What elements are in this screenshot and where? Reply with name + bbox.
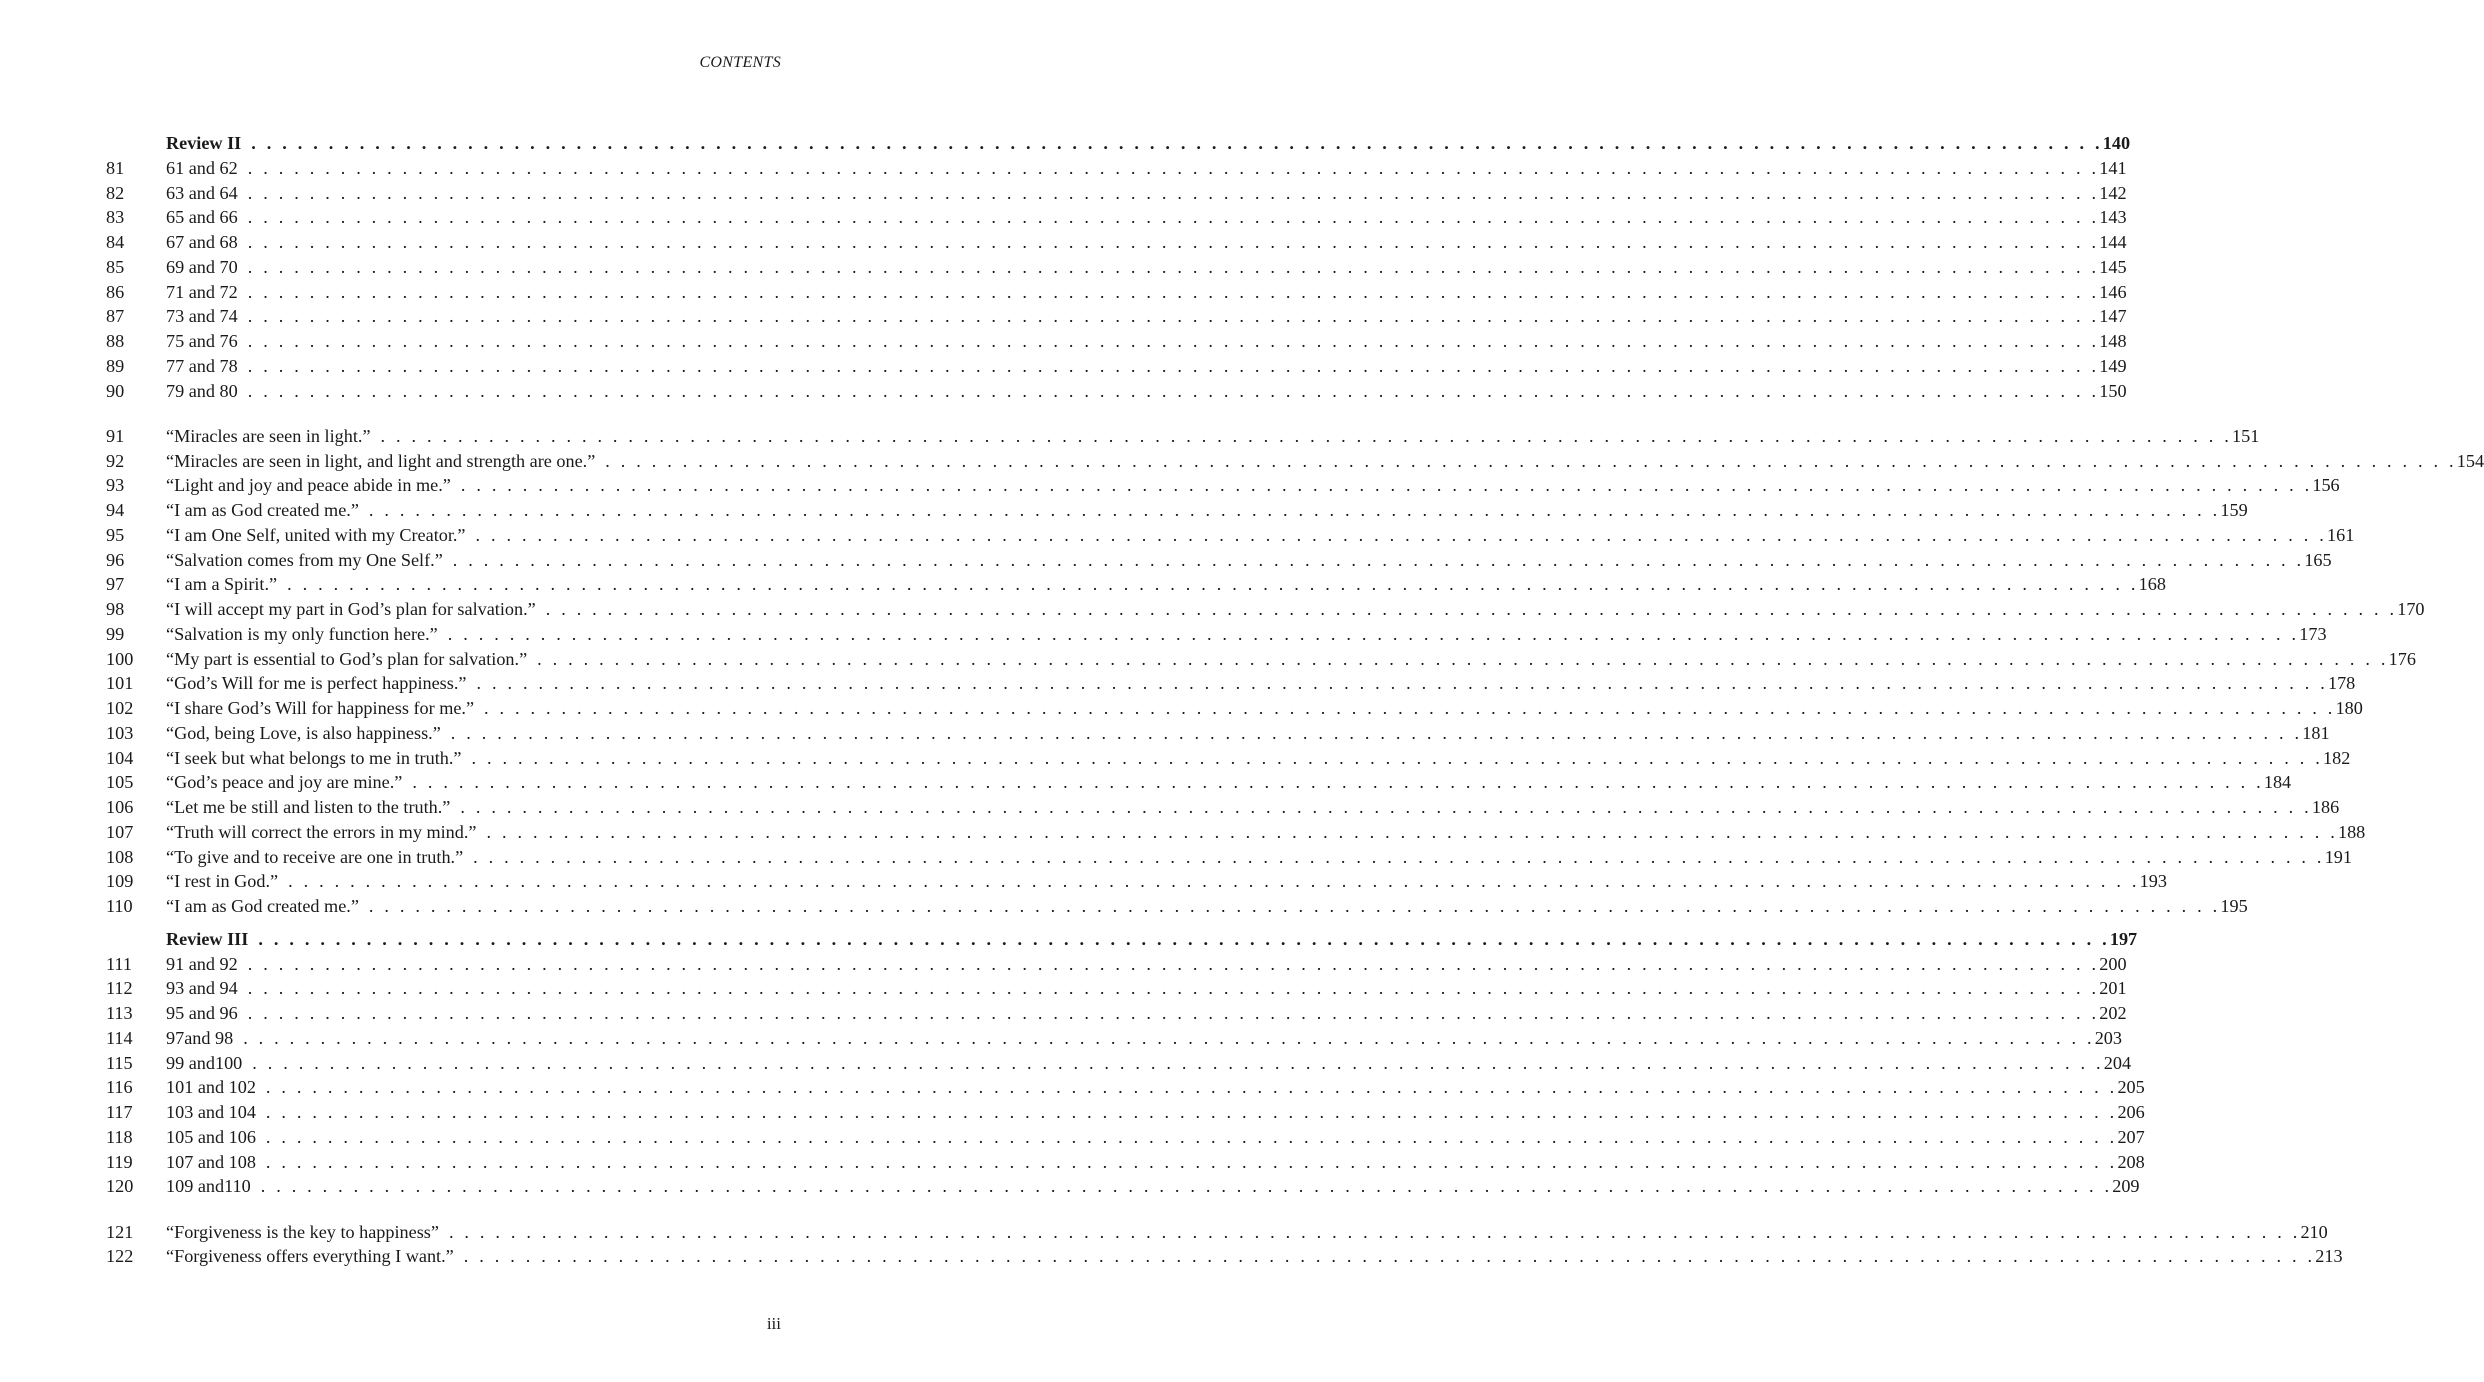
page-ref: 180 (2335, 698, 2363, 718)
dot-leader: . . . . . . . . . . . . . . . . . . . . . . . . . . . . . . . . . . . . . . . . . . . . . . . . . . . . . . . . . . . . . . . . . . . . . . . . . . . . . . . . . . . . . . . . . . . . . . . . . . . . . . . . . . . . . . . . . . . . . . . . (460, 475, 2313, 496)
entry-title: 107 and 108 (166, 1151, 256, 1172)
toc-entry[interactable] (106, 205, 2127, 230)
toc-entry[interactable] (106, 354, 2127, 379)
toc-entry[interactable] (106, 280, 2127, 305)
page-ref: 140 (2102, 133, 2131, 153)
toc-entry[interactable] (106, 952, 2127, 977)
lesson-number: 112 (106, 978, 133, 999)
dot-leader: . . . . . . . . . . . . . . . . . . . . . . . . . . . . . . . . . . . . . . . . . . . . . . . . . . . . . . . . . . . . . . . . . . . . . . . . . . . . . . . . . . . . . . . . . . . . . . . . . . . . . . . . . . . . . . . . . . . . . . . . (260, 1176, 2113, 1197)
page-ref: 151 (2232, 425, 2260, 446)
entry-title: “Salvation comes from my One Self.” (166, 549, 443, 570)
page-ref: 182 (2323, 747, 2351, 768)
toc-entry[interactable] (106, 379, 2127, 404)
entry-title: 101 and 102 (166, 1077, 256, 1098)
entry-title: 75 and 76 (166, 331, 238, 351)
dot-leader: . . . . . . . . . . . . . . . . . . . . . . . . . . . . . . . . . . . . . . . . . . . . . . . . . . . . . . . . . . . . . . . . . . . . . . . . . . . . . . . . . . . . . . . . . . . . . . . . . . . . . . . . . . . . . . . . . . . . . . . . (247, 157, 2100, 178)
entry-title: “Forgiveness offers everything I want.” (166, 1246, 454, 1267)
lesson-number: 109 (106, 871, 134, 892)
entry-title: 95 and 96 (166, 1003, 238, 1023)
entry-title: “Light and joy and peace abide in me.” (166, 475, 451, 496)
lesson-number: 82 (106, 182, 125, 203)
entry-title: 71 and 72 (166, 281, 238, 302)
page-ref: 173 (2299, 623, 2327, 644)
page-ref: 149 (2099, 355, 2127, 376)
toc-entry[interactable] (106, 156, 2127, 181)
toc-entry[interactable] (106, 845, 2352, 870)
dot-leader: . . . . . . . . . . . . . . . . . . . . . . . . . . . . . . . . . . . . . . . . . . . . . . . . . . . . . . . . . . . . . . . . . . . . . . . . . . . . . . . . . . . . . . . . . . . . . . . . . . . . . . . . . . . . . . . . . . . . . . . . (473, 846, 2325, 867)
dot-leader: . . . . . . . . . . . . . . . . . . . . . . . . . . . . . . . . . . . . . . . . . . . . . . . . . . . . . . . . . . . . . . . . . . . . . . . . . . . . . . . . . . . . . . . . . . . . . . . . . . . . . . . . . . . . . . . . . . . . . . . . (247, 380, 2100, 401)
lesson-number: 93 (106, 475, 125, 496)
page-ref: 200 (2099, 953, 2127, 974)
lesson-number: 111 (106, 953, 132, 974)
dot-leader: . . . . . . . . . . . . . . . . . . . . . . . . . . . . . . . . . . . . . . . . . . . . . . . . . . . . . . . . . . . . . . . . . . . . . . . . . . . . . . . . . . . . . . . . . . . . . . . . . . . . . . . . . . . . . . . . . . . . . . . . (380, 425, 2233, 446)
entry-title: “I am a Spirit.” (166, 574, 278, 595)
page-ref: 197 (2109, 928, 2138, 949)
section-spacer (106, 403, 758, 424)
page-ref: 206 (2117, 1102, 2145, 1122)
page-ref: 205 (2117, 1077, 2145, 1098)
entry-title: “To give and to receive are one in truth.” (166, 846, 464, 867)
entry-title: Review III (166, 928, 249, 949)
page-ref: 144 (2099, 232, 2127, 252)
toc-entry[interactable] (106, 795, 2340, 820)
toc-entry[interactable] (106, 976, 2127, 1001)
page-ref: 208 (2117, 1151, 2145, 1172)
page-ref: 209 (2112, 1176, 2140, 1197)
lesson-number: 122 (106, 1246, 134, 1267)
lesson-number: 99 (106, 623, 125, 644)
dot-leader: . . . . . . . . . . . . . . . . . . . . . . . . . . . . . . . . . . . . . . . . . . . . . . . . . . . . . . . . . . . . . . . . . . . . . . . . . . . . . . . . . . . . . . . . . . . . . . . . . . . . . . . . . . . . . . . . . . . . . . . . (247, 182, 2100, 203)
dot-leader: . . . . . . . . . . . . . . . . . . . . . . . . . . . . . . . . . . . . . . . . . . . . . . . . . . . . . . . . . . . . . . . . . . . . . . . . . . . . . . . . . . . . . . . . . . . . . . . . . . . . . . . . . . . . . . . . . . . . . . . . (368, 500, 2221, 520)
page-ref: 146 (2099, 281, 2127, 302)
dot-leader: . . . . . . . . . . . . . . . . . . . . . . . . . . . . . . . . . . . . . . . . . . . . . . . . . . . . . . . . . . . . . . . . . . . . . . . . . . . . . . . . . . . . . . . . . . . . . . . . . . . . . . . . . . . . . . . . . . . . . . . . (475, 524, 2328, 545)
page-ref: 143 (2099, 207, 2127, 228)
dot-leader: . . . . . . . . . . . . . . . . . . . . . . . . . . . . . . . . . . . . . . . . . . . . . . . . . . . . . . . . . . . . . . . . . . . . . . . . . . . . . . . . . . . . . . . . . . . . . . . . . . . . . . . . . . . . . . . . . . . . . . . . (605, 450, 2457, 471)
dot-leader: . . . . . . . . . . . . . . . . . . . . . . . . . . . . . . . . . . . . . . . . . . . . . . . . . . . . . . . . . . . . . . . . . . . . . . . . . . . . . . . . . . . . . . . . . . . . . . . . . . . . . . . . . . . . . . . . . . . . . . . . (265, 1102, 2118, 1122)
page-ref: 156 (2312, 475, 2340, 496)
lesson-number: 81 (106, 157, 125, 178)
entry-title: “I am as God created me.” (166, 500, 359, 520)
dot-leader: . . . . . . . . . . . . . . . . . . . . . . . . . . . . . . . . . . . . . . . . . . . . . . . . . . . . . . . . . . . . . . . . . . . . . . . . . . . . . . . . . . . . . . . . . . . . . . . . . . . . . . . . . . . . . . . . . . . . . . . . (537, 648, 2389, 669)
page-ref: 181 (2302, 722, 2330, 743)
lesson-number: 90 (106, 380, 125, 401)
page-ref: 195 (2220, 896, 2248, 916)
lesson-number: 115 (106, 1052, 133, 1073)
page-ref: 161 (2327, 524, 2355, 545)
toc-entry[interactable] (106, 230, 2127, 255)
page-ref: 193 (2139, 871, 2167, 892)
lesson-number: 87 (106, 306, 125, 327)
page-ref: 141 (2099, 157, 2127, 178)
entry-title: 73 and 74 (166, 306, 238, 327)
entry-title: 99 and100 (166, 1052, 243, 1073)
dot-leader: . . . . . . . . . . . . . . . . . . . . . . . . . . . . . . . . . . . . . . . . . . . . . . . . . . . . . . . . . . . . . . . . . . . . . . . . . . . . . . . . . . . . . . . . . . . . . . . . . . . . . . . . . . . . . . . . . . . . . . . . (247, 953, 2100, 974)
toc-section-heading[interactable] (106, 927, 2138, 952)
dot-leader: . . . . . . . . . . . . . . . . . . . . . . . . . . . . . . . . . . . . . . . . . . . . . . . . . . . . . . . . . . . . . . . . . . . . . . . . . . . . . . . . . . . . . . . . . . . . . . . . . . . . . . . . . . . . . . . . . . . . . . . . (287, 574, 2139, 595)
toc-entry[interactable] (106, 304, 2127, 329)
toc-entry[interactable] (106, 1174, 2140, 1199)
dot-leader: . . . . . . . . . . . . . . . . . . . . . . . . . . . . . . . . . . . . . . . . . . . . . . . . . . . . . . . . . . . . . . . . . . . . . . . . . . . . . . . . . . . . . . . . . . . . . . . . . . . . . . . . . . . . . . . . . . . . . . . . (247, 1003, 2100, 1023)
toc-entry[interactable] (106, 424, 2260, 449)
toc-entry[interactable] (106, 548, 2332, 573)
toc-entry[interactable] (106, 1150, 2145, 1175)
page-ref: 148 (2099, 331, 2127, 351)
entry-title: 109 and110 (166, 1176, 251, 1197)
toc-entry[interactable] (106, 1075, 2145, 1100)
entry-title: “Salvation is my only function here.” (166, 623, 438, 644)
toc-entry[interactable] (106, 473, 2340, 498)
entry-title: “I rest in God.” (166, 871, 279, 892)
toc-entry[interactable] (106, 1244, 2343, 1269)
toc-entry[interactable] (106, 1100, 2145, 1125)
lesson-number: 105 (106, 772, 134, 793)
section-spacer (106, 1199, 758, 1220)
dot-leader: . . . . . . . . . . . . . . . . . . . . . . . . . . . . . . . . . . . . . . . . . . . . . . . . . . . . . . . . . . . . . . . . . . . . . . . . . . . . . . . . . . . . . . . . . . . . . . . . . . . . . . . . . . . . . . . . . . . . . . . . (463, 1246, 2316, 1267)
lesson-number: 114 (106, 1027, 133, 1048)
entry-title: 91 and 92 (166, 953, 238, 974)
page-ref: 207 (2117, 1126, 2145, 1147)
toc-entry[interactable] (106, 671, 2356, 696)
dot-leader: . . . . . . . . . . . . . . . . . . . . . . . . . . . . . . . . . . . . . . . . . . . . . . . . . . . . . . . . . . . . . . . . . . . . . . . . . . . . . . . . . . . . . . . . . . . . . . . . . . . . . . . . . . . . . . . . . . . . . . . . (545, 599, 2398, 619)
page-ref: 168 (2138, 574, 2166, 595)
entry-title: 105 and 106 (166, 1126, 256, 1147)
lesson-number: 121 (106, 1221, 134, 1242)
page-ref: 186 (2311, 797, 2340, 817)
entry-title: 77 and 78 (166, 355, 238, 376)
toc-entry[interactable] (106, 572, 2166, 597)
toc-entry[interactable] (106, 894, 2248, 919)
dot-leader: . . . . . . . . . . . . . . . . . . . . . . . . . . . . . . . . . . . . . . . . . . . . . . . . . . . . . . . . . . . . . . . . . . . . . . . . . . . . . . . . . . . . . . . . . . . . . . . . . . . . . . . . . . . . . . . . . . . . . . . . (288, 871, 2140, 892)
entry-title: 63 and 64 (166, 182, 238, 203)
toc-entry[interactable] (106, 181, 2127, 206)
dot-leader: . . . . . . . . . . . . . . . . . . . . . . . . . . . . . . . . . . . . . . . . . . . . . . . . . . . . . . . . . . . . . . . . . . . . . . . . . . . . . . . . . . . . . . . . . . . . . . . . . . . . . . . . . . . . . . . . . . . . . . . . (251, 133, 2103, 153)
toc-entry[interactable] (106, 597, 2425, 622)
page-ref: 188 (2337, 821, 2366, 842)
dot-leader: . . . . . . . . . . . . . . . . . . . . . . . . . . . . . . . . . . . . . . . . . . . . . . . . . . . . . . . . . . . . . . . . . . . . . . . . . . . . . . . . . . . . . . . . . . . . . . . . . . . . . . . . . . . . . . . . . . . . . . . . (460, 797, 2312, 817)
lesson-number: 108 (106, 846, 134, 867)
entry-title: “My part is essential to God’s plan for salvation.” (166, 648, 528, 669)
entry-title: 103 and 104 (166, 1102, 256, 1122)
lesson-number: 88 (106, 331, 125, 351)
lesson-number: 113 (106, 1003, 133, 1023)
lesson-number: 94 (106, 500, 125, 520)
lesson-number: 104 (106, 747, 134, 768)
dot-leader: . . . . . . . . . . . . . . . . . . . . . . . . . . . . . . . . . . . . . . . . . . . . . . . . . . . . . . . . . . . . . . . . . . . . . . . . . . . . . . . . . . . . . . . . . . . . . . . . . . . . . . . . . . . . . . . . . . . . . . . . (258, 928, 2110, 949)
lesson-number: 97 (106, 574, 125, 595)
toc-entry[interactable] (106, 1001, 2127, 1026)
lesson-number: 92 (106, 450, 125, 471)
lesson-number: 98 (106, 599, 125, 619)
entry-title: “Forgiveness is the key to happiness” (166, 1221, 439, 1242)
toc-entry[interactable] (106, 255, 2127, 280)
dot-leader: . . . . . . . . . . . . . . . . . . . . . . . . . . . . . . . . . . . . . . . . . . . . . . . . . . . . . . . . . . . . . . . . . . . . . . . . . . . . . . . . . . . . . . . . . . . . . . . . . . . . . . . . . . . . . . . . . . . . . . . . (476, 673, 2328, 694)
page-ref: 142 (2099, 182, 2127, 203)
lesson-number: 96 (106, 549, 125, 570)
lesson-number: 85 (106, 256, 125, 277)
entry-title: “I share God’s Will for happiness for me.” (166, 698, 475, 718)
dot-leader: . . . . . . . . . . . . . . . . . . . . . . . . . . . . . . . . . . . . . . . . . . . . . . . . . . . . . . . . . . . . . . . . . . . . . . . . . . . . . . . . . . . . . . . . . . . . . . . . . . . . . . . . . . . . . . . . . . . . . . . . (247, 281, 2100, 302)
lesson-number: 91 (106, 425, 125, 446)
dot-leader: . . . . . . . . . . . . . . . . . . . . . . . . . . . . . . . . . . . . . . . . . . . . . . . . . . . . . . . . . . . . . . . . . . . . . . . . . . . . . . . . . . . . . . . . . . . . . . . . . . . . . . . . . . . . . . . . . . . . . . . . (247, 207, 2100, 228)
lesson-number: 83 (106, 207, 125, 228)
page-ref: 210 (2300, 1221, 2328, 1242)
toc-entry[interactable] (106, 449, 2484, 474)
running-head: CONTENTS (699, 54, 781, 71)
page-ref: 201 (2099, 978, 2127, 999)
page-ref: 147 (2099, 306, 2127, 327)
entry-title: 67 and 68 (166, 232, 238, 252)
toc-entry[interactable] (106, 746, 2351, 771)
lesson-number: 120 (106, 1176, 134, 1197)
entry-title: “Miracles are seen in light.” (166, 425, 371, 446)
section-spacer (106, 919, 758, 927)
lesson-number: 86 (106, 281, 125, 302)
entry-title: “I am as God created me.” (166, 896, 359, 916)
toc-entry[interactable] (106, 1125, 2145, 1150)
dot-leader: . . . . . . . . . . . . . . . . . . . . . . . . . . . . . . . . . . . . . . . . . . . . . . . . . . . . . . . . . . . . . . . . . . . . . . . . . . . . . . . . . . . . . . . . . . . . . . . . . . . . . . . . . . . . . . . . . . . . . . . . (486, 821, 2338, 842)
lesson-number: 116 (106, 1077, 133, 1098)
dot-leader: . . . . . . . . . . . . . . . . . . . . . . . . . . . . . . . . . . . . . . . . . . . . . . . . . . . . . . . . . . . . . . . . . . . . . . . . . . . . . . . . . . . . . . . . . . . . . . . . . . . . . . . . . . . . . . . . . . . . . . . . (368, 896, 2221, 916)
entry-title: “I seek but what belongs to me in truth.” (166, 747, 462, 768)
page-ref: 184 (2263, 772, 2292, 793)
page-ref: 178 (2327, 673, 2356, 694)
toc-entry[interactable] (106, 498, 2248, 523)
lesson-number: 119 (106, 1151, 133, 1172)
toc-entry[interactable] (106, 770, 2292, 795)
page-ref: 202 (2099, 1003, 2127, 1023)
dot-leader: . . . . . . . . . . . . . . . . . . . . . . . . . . . . . . . . . . . . . . . . . . . . . . . . . . . . . . . . . . . . . . . . . . . . . . . . . . . . . . . . . . . . . . . . . . . . . . . . . . . . . . . . . . . . . . . . . . . . . . . . (247, 978, 2100, 999)
lesson-number: 84 (106, 232, 125, 252)
lesson-number: 89 (106, 355, 125, 376)
lesson-number: 107 (106, 821, 134, 842)
page-ref: 150 (2099, 380, 2127, 401)
entry-title: “Let me be still and listen to the truth.” (166, 797, 451, 817)
dot-leader: . . . . . . . . . . . . . . . . . . . . . . . . . . . . . . . . . . . . . . . . . . . . . . . . . . . . . . . . . . . . . . . . . . . . . . . . . . . . . . . . . . . . . . . . . . . . . . . . . . . . . . . . . . . . . . . . . . . . . . . . (452, 549, 2305, 570)
lesson-number: 117 (106, 1102, 133, 1122)
entry-title: “God’s peace and joy are mine.” (166, 772, 403, 793)
lesson-number: 102 (106, 698, 134, 718)
dot-leader: . . . . . . . . . . . . . . . . . . . . . . . . . . . . . . . . . . . . . . . . . . . . . . . . . . . . . . . . . . . . . . . . . . . . . . . . . . . . . . . . . . . . . . . . . . . . . . . . . . . . . . . . . . . . . . . . . . . . . . . . (450, 722, 2303, 743)
toc-entry[interactable] (106, 329, 2127, 354)
dot-leader: . . . . . . . . . . . . . . . . . . . . . . . . . . . . . . . . . . . . . . . . . . . . . . . . . . . . . . . . . . . . . . . . . . . . . . . . . . . . . . . . . . . . . . . . . . . . . . . . . . . . . . . . . . . . . . . . . . . . . . . . (247, 256, 2100, 277)
page-ref: 170 (2397, 599, 2425, 619)
dot-leader: . . . . . . . . . . . . . . . . . . . . . . . . . . . . . . . . . . . . . . . . . . . . . . . . . . . . . . . . . . . . . . . . . . . . . . . . . . . . . . . . . . . . . . . . . . . . . . . . . . . . . . . . . . . . . . . . . . . . . . . . (447, 623, 2300, 644)
page-ref: 203 (2094, 1027, 2122, 1048)
entry-title: “God, being Love, is also happiness.” (166, 722, 441, 743)
toc-entry[interactable] (106, 647, 2416, 672)
dot-leader: . . . . . . . . . . . . . . . . . . . . . . . . . . . . . . . . . . . . . . . . . . . . . . . . . . . . . . . . . . . . . . . . . . . . . . . . . . . . . . . . . . . . . . . . . . . . . . . . . . . . . . . . . . . . . . . . . . . . . . . . (265, 1126, 2118, 1147)
dot-leader: . . . . . . . . . . . . . . . . . . . . . . . . . . . . . . . . . . . . . . . . . . . . . . . . . . . . . . . . . . . . . . . . . . . . . . . . . . . . . . . . . . . . . . . . . . . . . . . . . . . . . . . . . . . . . . . . . . . . . . . . (448, 1221, 2301, 1242)
lesson-number: 101 (106, 673, 134, 694)
entry-title: “I will accept my part in God’s plan for salvation.” (166, 599, 536, 619)
page-ref: 213 (2315, 1246, 2343, 1267)
dot-leader: . . . . . . . . . . . . . . . . . . . . . . . . . . . . . . . . . . . . . . . . . . . . . . . . . . . . . . . . . . . . . . . . . . . . . . . . . . . . . . . . . . . . . . . . . . . . . . . . . . . . . . . . . . . . . . . . . . . . . . . . (243, 1027, 2095, 1048)
toc-section-heading[interactable] (106, 131, 2131, 156)
toc-entry[interactable] (106, 622, 2327, 647)
dot-leader: . . . . . . . . . . . . . . . . . . . . . . . . . . . . . . . . . . . . . . . . . . . . . . . . . . . . . . . . . . . . . . . . . . . . . . . . . . . . . . . . . . . . . . . . . . . . . . . . . . . . . . . . . . . . . . . . . . . . . . . . (252, 1052, 2104, 1073)
lesson-number: 95 (106, 524, 125, 545)
toc-entry[interactable] (106, 869, 2167, 894)
entry-title: “Truth will correct the errors in my mind.” (166, 821, 477, 842)
page-number: iii (766, 1314, 781, 1333)
dot-leader: . . . . . . . . . . . . . . . . . . . . . . . . . . . . . . . . . . . . . . . . . . . . . . . . . . . . . . . . . . . . . . . . . . . . . . . . . . . . . . . . . . . . . . . . . . . . . . . . . . . . . . . . . . . . . . . . . . . . . . . . (247, 306, 2100, 327)
entry-title: 61 and 62 (166, 157, 238, 178)
entry-title: “God’s Will for me is perfect happiness.” (166, 673, 467, 694)
toc-entry[interactable] (106, 1220, 2328, 1245)
entry-title: 65 and 66 (166, 207, 238, 228)
page-ref: 154 (2456, 450, 2484, 471)
page-ref: 165 (2304, 549, 2332, 570)
dot-leader: . . . . . . . . . . . . . . . . . . . . . . . . . . . . . . . . . . . . . . . . . . . . . . . . . . . . . . . . . . . . . . . . . . . . . . . . . . . . . . . . . . . . . . . . . . . . . . . . . . . . . . . . . . . . . . . . . . . . . . . . (412, 772, 2264, 793)
page-ref: 204 (2103, 1052, 2132, 1073)
table-of-contents (106, 131, 2484, 1269)
toc-entry[interactable] (106, 523, 2355, 548)
toc-entry[interactable] (106, 721, 2330, 746)
lesson-number: 103 (106, 722, 134, 743)
toc-entry[interactable] (106, 696, 2363, 721)
entry-title: 69 and 70 (166, 256, 238, 277)
lesson-number: 100 (106, 648, 134, 669)
entry-title: “Miracles are seen in light, and light and strength are one.” (166, 450, 596, 471)
toc-entry[interactable] (106, 1051, 2132, 1076)
entry-title: 79 and 80 (166, 380, 238, 401)
dot-leader: . . . . . . . . . . . . . . . . . . . . . . . . . . . . . . . . . . . . . . . . . . . . . . . . . . . . . . . . . . . . . . . . . . . . . . . . . . . . . . . . . . . . . . . . . . . . . . . . . . . . . . . . . . . . . . . . . . . . . . . . (471, 747, 2323, 768)
dot-leader: . . . . . . . . . . . . . . . . . . . . . . . . . . . . . . . . . . . . . . . . . . . . . . . . . . . . . . . . . . . . . . . . . . . . . . . . . . . . . . . . . . . . . . . . . . . . . . . . . . . . . . . . . . . . . . . . . . . . . . . . (265, 1077, 2118, 1098)
page-ref: 191 (2324, 846, 2352, 867)
entry-title: 93 and 94 (166, 978, 238, 999)
lesson-number: 118 (106, 1126, 133, 1147)
page-ref: 176 (2388, 648, 2416, 669)
entry-title: “I am One Self, united with my Creator.” (166, 524, 466, 545)
dot-leader: . . . . . . . . . . . . . . . . . . . . . . . . . . . . . . . . . . . . . . . . . . . . . . . . . . . . . . . . . . . . . . . . . . . . . . . . . . . . . . . . . . . . . . . . . . . . . . . . . . . . . . . . . . . . . . . . . . . . . . . . (247, 232, 2100, 252)
dot-leader: . . . . . . . . . . . . . . . . . . . . . . . . . . . . . . . . . . . . . . . . . . . . . . . . . . . . . . . . . . . . . . . . . . . . . . . . . . . . . . . . . . . . . . . . . . . . . . . . . . . . . . . . . . . . . . . . . . . . . . . . (265, 1151, 2118, 1172)
page-ref: 159 (2220, 500, 2248, 520)
lesson-number: 106 (106, 797, 134, 817)
entry-title: Review II (166, 133, 242, 153)
toc-entry[interactable] (106, 820, 2366, 845)
page-ref: 145 (2099, 256, 2127, 277)
dot-leader: . . . . . . . . . . . . . . . . . . . . . . . . . . . . . . . . . . . . . . . . . . . . . . . . . . . . . . . . . . . . . . . . . . . . . . . . . . . . . . . . . . . . . . . . . . . . . . . . . . . . . . . . . . . . . . . . . . . . . . . . (247, 355, 2100, 376)
toc-entry[interactable] (106, 1026, 2122, 1051)
lesson-number: 110 (106, 896, 133, 916)
dot-leader: . . . . . . . . . . . . . . . . . . . . . . . . . . . . . . . . . . . . . . . . . . . . . . . . . . . . . . . . . . . . . . . . . . . . . . . . . . . . . . . . . . . . . . . . . . . . . . . . . . . . . . . . . . . . . . . . . . . . . . . . (484, 698, 2336, 718)
dot-leader: . . . . . . . . . . . . . . . . . . . . . . . . . . . . . . . . . . . . . . . . . . . . . . . . . . . . . . . . . . . . . . . . . . . . . . . . . . . . . . . . . . . . . . . . . . . . . . . . . . . . . . . . . . . . . . . . . . . . . . . . (247, 331, 2100, 351)
entry-title: 97and 98 (166, 1027, 234, 1048)
